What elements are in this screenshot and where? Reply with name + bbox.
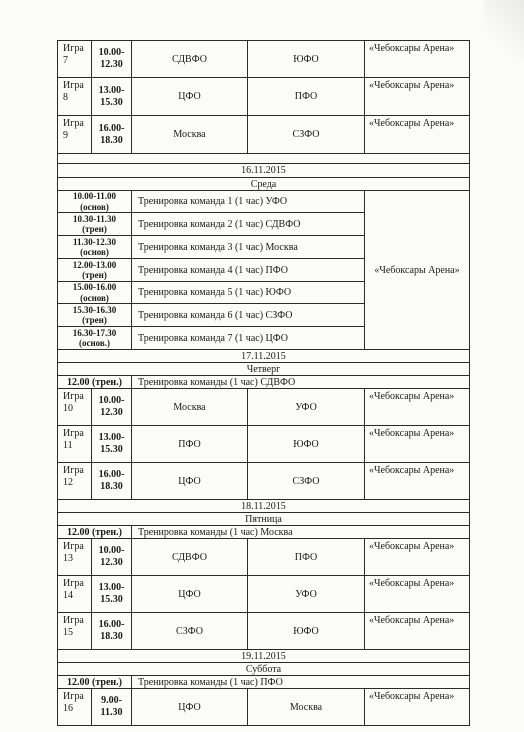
weekday-header: Четверг xyxy=(58,363,470,376)
game-time-cell: 16.00- 18.30 xyxy=(92,116,132,154)
game-time-cell: 10.00- 12.30 xyxy=(92,389,132,426)
training-time: 12.00-13.00 (трен) xyxy=(58,259,132,282)
team-home: ЦФО xyxy=(132,576,248,613)
weekday-header: Суббота xyxy=(58,663,470,676)
game-number-cell: Игра 8 xyxy=(58,78,92,116)
team-away: ПФО xyxy=(248,539,365,576)
team-away: УФО xyxy=(248,576,365,613)
venue-cell: «Чебоксары Арена» xyxy=(365,191,470,350)
team-home: ПФО xyxy=(132,426,248,463)
game-number-cell: Игра 7 xyxy=(58,41,92,78)
training-text: Тренировка команды (1 час) Москва xyxy=(132,526,470,539)
game-time-cell: 9.00- 11.30 xyxy=(92,689,132,726)
training-time: 12.00 (трен.) xyxy=(58,376,132,389)
venue-cell: «Чебоксары Арена» xyxy=(365,463,470,500)
training-time: 12.00 (трен.) xyxy=(58,676,132,689)
game-number-cell: Игра 16 xyxy=(58,689,92,726)
game-number-cell: Игра 11 xyxy=(58,426,92,463)
team-home: СДВФО xyxy=(132,539,248,576)
game-row xyxy=(58,613,470,650)
team-home: ЦФО xyxy=(132,463,248,500)
game-number-cell: Игра 15 xyxy=(58,613,92,650)
venue-cell: «Чебоксары Арена» xyxy=(365,576,470,613)
date-header: 19.11.2015 xyxy=(58,650,470,663)
weekday-header: Пятница xyxy=(58,513,470,526)
game-row xyxy=(58,689,470,726)
training-text: Тренировка команда 1 (1 час) УФО xyxy=(132,191,365,213)
page-corner-shadow xyxy=(484,0,524,60)
team-home: ЦФО xyxy=(132,689,248,726)
venue-cell: «Чебоксары Арена» xyxy=(365,389,470,426)
spacer-row xyxy=(58,154,470,164)
team-away: СЗФО xyxy=(248,463,365,500)
game-time-cell: 13.00- 15.30 xyxy=(92,426,132,463)
game-row xyxy=(58,78,470,116)
training-time: 16.30-17.30 (основ.) xyxy=(58,327,132,350)
team-away: ЮФО xyxy=(248,613,365,650)
training-text: Тренировка команда 6 (1 час) СЗФО xyxy=(132,304,365,327)
team-home: ЦФО xyxy=(132,78,248,116)
game-row xyxy=(58,389,470,426)
venue-cell: «Чебоксары Арена» xyxy=(365,116,470,154)
team-away: Москва xyxy=(248,689,365,726)
training-text: Тренировка команды (1 час) СДВФО xyxy=(132,376,470,389)
training-time: 15.30-16.30 (трен) xyxy=(58,304,132,327)
training-time: 12.00 (трен.) xyxy=(58,526,132,539)
date-header: 18.11.2015 xyxy=(58,500,470,513)
training-row xyxy=(58,676,470,689)
training-text: Тренировка команда 4 (1 час) ПФО xyxy=(132,259,365,282)
training-text: Тренировка команда 5 (1 час) ЮФО xyxy=(132,282,365,304)
date-header: 16.11.2015 xyxy=(58,164,470,178)
venue-cell: «Чебоксары Арена» xyxy=(365,689,470,726)
venue-cell: «Чебоксары Арена» xyxy=(365,426,470,463)
team-away: УФО xyxy=(248,389,365,426)
team-away: ПФО xyxy=(248,78,365,116)
game-number-cell: Игра 12 xyxy=(58,463,92,500)
game-row xyxy=(58,539,470,576)
team-away: ЮФО xyxy=(248,41,365,78)
game-time-cell: 16.00- 18.30 xyxy=(92,463,132,500)
game-number-cell: Игра 9 xyxy=(58,116,92,154)
game-row xyxy=(58,426,470,463)
training-time: 11.30-12.30 (основ) xyxy=(58,236,132,259)
training-time: 15.00-16.00 (основ) xyxy=(58,282,132,304)
team-home: Москва xyxy=(132,389,248,426)
team-home: СЗФО xyxy=(132,613,248,650)
game-time-cell: 10.00- 12.30 xyxy=(92,539,132,576)
venue-cell: «Чебоксары Арена» xyxy=(365,539,470,576)
team-home: Москва xyxy=(132,116,248,154)
game-time-cell: 10.00- 12.30 xyxy=(92,41,132,78)
training-text: Тренировка команды (1 час) ПФО xyxy=(132,676,470,689)
game-row xyxy=(58,116,470,154)
training-text: Тренировка команда 7 (1 час) ЦФО xyxy=(132,327,365,350)
team-away: ЮФО xyxy=(248,426,365,463)
game-time-cell: 13.00- 15.30 xyxy=(92,78,132,116)
game-number-cell: Игра 10 xyxy=(58,389,92,426)
training-row xyxy=(58,526,470,539)
game-row xyxy=(58,41,470,78)
game-row xyxy=(58,463,470,500)
training-time: 10.00-11.00 (основ) xyxy=(58,191,132,213)
game-number-cell: Игра 14 xyxy=(58,576,92,613)
game-row xyxy=(58,576,470,613)
training-text: Тренировка команда 2 (1 час) СДВФО xyxy=(132,213,365,236)
training-time: 10.30-11.30 (трен) xyxy=(58,213,132,236)
training-text: Тренировка команда 3 (1 час) Москва xyxy=(132,236,365,259)
team-away: СЗФО xyxy=(248,116,365,154)
venue-cell: «Чебоксары Арена» xyxy=(365,41,470,78)
weekday-header: Среда xyxy=(58,178,470,191)
schedule-table xyxy=(57,40,470,726)
venue-cell: «Чебоксары Арена» xyxy=(365,613,470,650)
game-time-cell: 13.00- 15.30 xyxy=(92,576,132,613)
team-home: СДВФО xyxy=(132,41,248,78)
training-row xyxy=(58,191,470,213)
game-number-cell: Игра 13 xyxy=(58,539,92,576)
date-header: 17.11.2015 xyxy=(58,350,470,363)
training-row xyxy=(58,376,470,389)
game-time-cell: 16.00- 18.30 xyxy=(92,613,132,650)
venue-cell: «Чебоксары Арена» xyxy=(365,78,470,116)
